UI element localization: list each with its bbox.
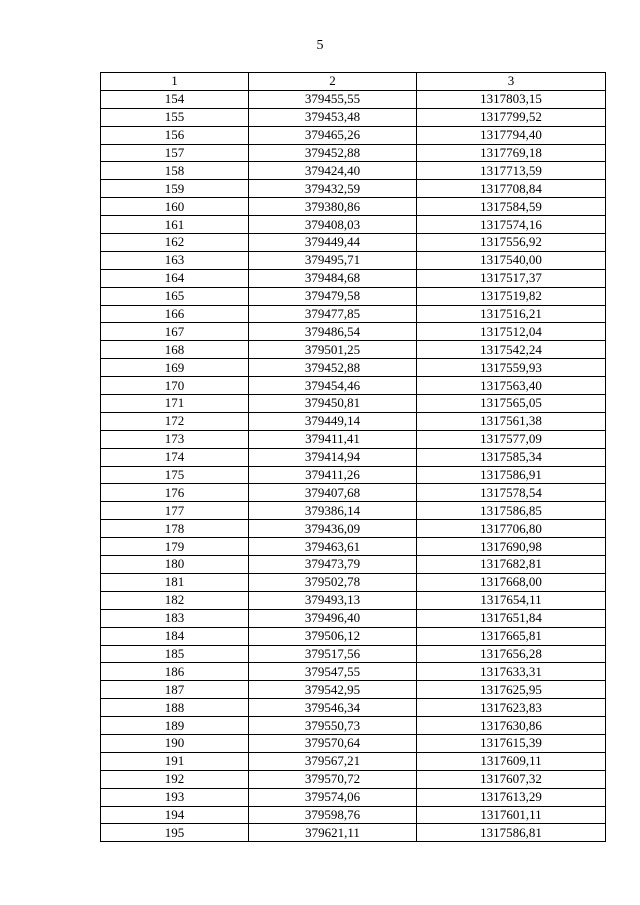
table-row [101,144,606,162]
table-cell-col-3: 1317519,82 [417,287,606,305]
table-cell-col-1: 192 [101,770,249,788]
table-row [101,251,606,269]
table-row [101,502,606,520]
table-row [101,466,606,484]
table-cell-col-3: 1317574,16 [417,216,606,234]
table-cell-col-2: 379546,34 [249,699,417,717]
table-cell-col-1: 185 [101,645,249,663]
table-cell-col-2: 379501,25 [249,341,417,359]
table-cell-col-3: 1317665,81 [417,627,606,645]
table-row [101,627,606,645]
table-cell-col-2: 379598,76 [249,806,417,824]
table-cell-col-3: 1317623,83 [417,699,606,717]
table-cell-col-1: 194 [101,806,249,824]
table-cell-col-1: 162 [101,234,249,252]
table-cell-col-3: 1317584,59 [417,198,606,216]
table-cell-col-1: 182 [101,591,249,609]
table-row [101,824,606,842]
table-cell-col-2: 379452,88 [249,359,417,377]
table-cell-col-3: 1317769,18 [417,144,606,162]
table-cell-col-2: 379495,71 [249,251,417,269]
table-cell-col-3: 1317803,15 [417,90,606,108]
table-cell-col-1: 184 [101,627,249,645]
table-cell-col-1: 180 [101,556,249,574]
table-cell-col-3: 1317794,40 [417,126,606,144]
table-row [101,90,606,108]
table-cell-col-2: 379465,26 [249,126,417,144]
table-cell-col-2: 379473,79 [249,556,417,574]
table-row [101,359,606,377]
table-cell-col-3: 1317708,84 [417,180,606,198]
table-cell-col-1: 179 [101,538,249,556]
table-row [101,717,606,735]
table-row [101,734,606,752]
table-cell-col-3: 1317625,95 [417,681,606,699]
table-cell-col-2: 379454,46 [249,377,417,395]
table-row [101,770,606,788]
table-cell-col-2: 379496,40 [249,609,417,627]
table-row [101,341,606,359]
table-row [101,645,606,663]
table-cell-col-3: 1317586,91 [417,466,606,484]
table-row [101,323,606,341]
table-cell-col-2: 379436,09 [249,520,417,538]
table-cell-col-2: 379380,86 [249,198,417,216]
table-cell-col-2: 379502,78 [249,573,417,591]
table-cell-col-1: 186 [101,663,249,681]
table-cell-col-1: 172 [101,412,249,430]
table-cell-col-2: 379570,64 [249,734,417,752]
table-cell-col-1: 191 [101,752,249,770]
table-cell-col-3: 1317682,81 [417,556,606,574]
table-cell-col-1: 188 [101,699,249,717]
table-cell-col-2: 379517,56 [249,645,417,663]
table-cell-col-1: 155 [101,108,249,126]
table-cell-col-3: 1317601,11 [417,806,606,824]
table-cell-col-3: 1317540,00 [417,251,606,269]
table-cell-col-1: 178 [101,520,249,538]
table-cell-col-1: 160 [101,198,249,216]
table-cell-col-2: 379567,21 [249,752,417,770]
table-cell-col-1: 165 [101,287,249,305]
table-cell-col-1: 164 [101,269,249,287]
table-row [101,788,606,806]
table-cell-col-3: 1317586,85 [417,502,606,520]
table-cell-col-2: 379621,11 [249,824,417,842]
table-cell-col-2: 379408,03 [249,216,417,234]
table-cell-col-2: 379463,61 [249,538,417,556]
table-cell-col-1: 190 [101,734,249,752]
table-row [101,609,606,627]
table-cell-col-2: 379574,06 [249,788,417,806]
table-cell-col-1: 187 [101,681,249,699]
table-cell-col-3: 1317585,34 [417,448,606,466]
table-row [101,180,606,198]
table-row [101,395,606,413]
column-header-1: 1 [101,73,249,91]
table-cell-col-1: 177 [101,502,249,520]
table-cell-col-2: 379493,13 [249,591,417,609]
table-row [101,699,606,717]
table-cell-col-2: 379477,85 [249,305,417,323]
table-row [101,305,606,323]
table-cell-col-1: 167 [101,323,249,341]
table-row [101,520,606,538]
table-cell-col-3: 1317517,37 [417,269,606,287]
table-cell-col-2: 379424,40 [249,162,417,180]
table-cell-col-3: 1317613,29 [417,788,606,806]
table-cell-col-3: 1317713,59 [417,162,606,180]
table-cell-col-1: 159 [101,180,249,198]
table-row [101,430,606,448]
table-cell-col-2: 379570,72 [249,770,417,788]
table-cell-col-2: 379506,12 [249,627,417,645]
table-row [101,108,606,126]
table-row [101,752,606,770]
table-cell-col-3: 1317668,00 [417,573,606,591]
table-cell-col-2: 379407,68 [249,484,417,502]
table-row [101,591,606,609]
table-cell-col-2: 379449,44 [249,234,417,252]
table-row [101,162,606,180]
table-row [101,681,606,699]
page-number: 5 [316,38,324,53]
table-row [101,448,606,466]
table-cell-col-3: 1317799,52 [417,108,606,126]
table-row [101,377,606,395]
table-cell-col-3: 1317512,04 [417,323,606,341]
table-row [101,538,606,556]
table-cell-col-2: 379449,14 [249,412,417,430]
table-cell-col-3: 1317559,93 [417,359,606,377]
table-cell-col-1: 174 [101,448,249,466]
table-cell-col-3: 1317607,32 [417,770,606,788]
table-cell-col-2: 379414,94 [249,448,417,466]
table-cell-col-1: 193 [101,788,249,806]
table-row [101,126,606,144]
table-cell-col-1: 181 [101,573,249,591]
table-cell-col-3: 1317542,24 [417,341,606,359]
table-cell-col-3: 1317556,92 [417,234,606,252]
column-header-2: 2 [249,73,417,91]
table-cell-col-1: 154 [101,90,249,108]
table-row [101,663,606,681]
table-cell-col-1: 161 [101,216,249,234]
table-cell-col-1: 171 [101,395,249,413]
table-row [101,484,606,502]
table-cell-col-1: 173 [101,430,249,448]
table-cell-col-2: 379484,68 [249,269,417,287]
table-cell-col-3: 1317516,21 [417,305,606,323]
table-cell-col-2: 379411,26 [249,466,417,484]
table-row [101,216,606,234]
table-cell-col-2: 379453,48 [249,108,417,126]
table-cell-col-1: 175 [101,466,249,484]
table-cell-col-1: 170 [101,377,249,395]
table-cell-col-2: 379542,95 [249,681,417,699]
table-row [101,573,606,591]
table-cell-col-1: 158 [101,162,249,180]
table-cell-col-1: 183 [101,609,249,627]
table-cell-col-1: 176 [101,484,249,502]
table-cell-col-3: 1317609,11 [417,752,606,770]
table-row [101,806,606,824]
table-cell-col-2: 379386,14 [249,502,417,520]
table-cell-col-2: 379547,55 [249,663,417,681]
table-cell-col-3: 1317565,05 [417,395,606,413]
table-cell-col-2: 379450,81 [249,395,417,413]
table-cell-col-3: 1317578,54 [417,484,606,502]
coordinates-table [100,72,606,842]
header-row [101,73,606,91]
table-cell-col-1: 166 [101,305,249,323]
table-row [101,269,606,287]
table-cell-col-3: 1317656,28 [417,645,606,663]
table-cell-col-2: 379452,88 [249,144,417,162]
table-row [101,198,606,216]
table-cell-col-3: 1317633,31 [417,663,606,681]
table-cell-col-1: 157 [101,144,249,162]
table-cell-col-3: 1317630,86 [417,717,606,735]
table-row [101,556,606,574]
table-cell-col-3: 1317561,38 [417,412,606,430]
table-row [101,287,606,305]
table-row [101,234,606,252]
table-cell-col-3: 1317586,81 [417,824,606,842]
table-cell-col-3: 1317706,80 [417,520,606,538]
table-cell-col-1: 163 [101,251,249,269]
table-cell-col-1: 195 [101,824,249,842]
table-body [101,90,606,841]
column-header-3: 3 [417,73,606,91]
table-cell-col-1: 168 [101,341,249,359]
table-cell-col-3: 1317577,09 [417,430,606,448]
table-row [101,412,606,430]
table-cell-col-1: 189 [101,717,249,735]
table-cell-col-2: 379411,41 [249,430,417,448]
table-cell-col-3: 1317654,11 [417,591,606,609]
table-cell-col-3: 1317690,98 [417,538,606,556]
table-cell-col-2: 379455,55 [249,90,417,108]
table-cell-col-1: 169 [101,359,249,377]
table-header [101,73,606,91]
table-cell-col-2: 379479,58 [249,287,417,305]
table-cell-col-2: 379432,59 [249,180,417,198]
table-cell-col-3: 1317651,84 [417,609,606,627]
table-cell-col-1: 156 [101,126,249,144]
table-cell-col-3: 1317563,40 [417,377,606,395]
table-cell-col-2: 379486,54 [249,323,417,341]
table-cell-col-3: 1317615,39 [417,734,606,752]
table-cell-col-2: 379550,73 [249,717,417,735]
